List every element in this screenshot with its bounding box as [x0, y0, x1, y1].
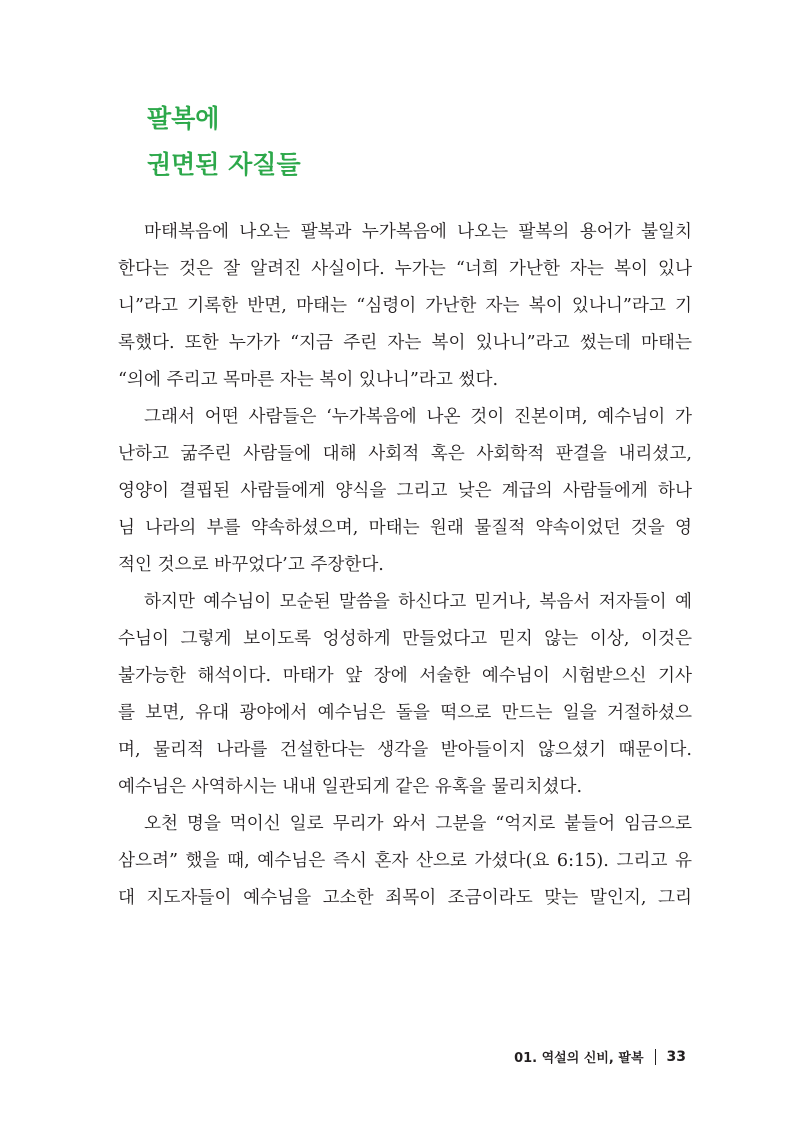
paragraph-1-line: 마태복음에 나오는 팔복과 누가복음에 나오는 팔복의 용어가 불일치 [144, 222, 692, 242]
paragraph-2-line: 님 나라의 부를 약속하셨으며, 마태는 원래 물질적 약속이었던 것을 영 [118, 518, 692, 538]
paragraph-3-line: 수님이 그렇게 보이도록 엉성하게 만들었다고 믿지 않는 이상, 이것은 [118, 629, 692, 649]
paragraph-4-line: 오천 명을 먹이신 일로 무리가 와서 그분을 “억지로 붙들어 임금으로 [144, 814, 692, 834]
section-heading [147, 96, 301, 188]
paragraph-3-line: 불가능한 해석이다. 마태가 앞 장에 서술한 예수님이 시험받으신 기사 [118, 666, 692, 686]
paragraph-3-line: 하지만 예수님이 모순된 말씀을 하신다고 믿거나, 복음서 저자들이 예 [144, 592, 692, 612]
paragraph-2-line: 적인 것으로 바꾸었다’고 주장한다. [118, 555, 384, 575]
footer-divider [655, 1049, 656, 1065]
paragraph-1-line: 한다는 것은 잘 알려진 사실이다. 누가는 “너희 가난한 자는 복이 있나 [118, 259, 692, 279]
page-number: 33 [666, 1048, 686, 1065]
paragraph-2-line: 난하고 굶주린 사람들에 대해 사회적 혹은 사회학적 판결을 내리셨고, [118, 444, 692, 464]
paragraph-2-line: 그래서 어떤 사람들은 ‘누가복음에 나온 것이 진본이며, 예수님이 가 [144, 407, 692, 427]
paragraph-4-line: 대 지도자들이 예수님을 고소한 죄목이 조금이라도 맞는 말인지, 그리 [118, 888, 692, 908]
section-heading-line-1: 팔복에 [147, 104, 220, 133]
body-text [118, 214, 692, 917]
paragraph-2-line: 영양이 결핍된 사람들에게 양식을 그리고 낮은 계급의 사람들에게 하나 [118, 481, 692, 501]
paragraph-3-line: 예수님은 사역하시는 내내 일관되게 같은 유혹을 물리치셨다. [118, 777, 583, 797]
chapter-title: 01. 역설의 신비, 팔복 [514, 1051, 644, 1066]
paragraph-4-line: 삼으려” 했을 때, 예수님은 즉시 혼자 산으로 가셨다(요 6:15). 그리고 유 [118, 851, 692, 871]
paragraph-3-line: 며, 물리적 나라를 건설한다는 생각을 받아들이지 않으셨기 때문이다. [118, 740, 692, 760]
paragraph-3-line: 를 보면, 유대 광야에서 예수님은 돌을 떡으로 만드는 일을 거절하셨으 [118, 703, 692, 723]
running-footer [514, 1047, 686, 1066]
paragraph-1-line: 니”라고 기록한 반면, 마태는 “심령이 가난한 자는 복이 있나니”라고 기 [118, 296, 692, 316]
paragraph-1-line: “의에 주리고 목마른 자는 복이 있나니”라고 썼다. [118, 370, 499, 390]
section-heading-line-2: 권면된 자질들 [147, 150, 301, 179]
paragraph-1-line: 록했다. 또한 누가가 “지금 주린 자는 복이 있나니”라고 썼는데 마태는 [118, 333, 692, 353]
